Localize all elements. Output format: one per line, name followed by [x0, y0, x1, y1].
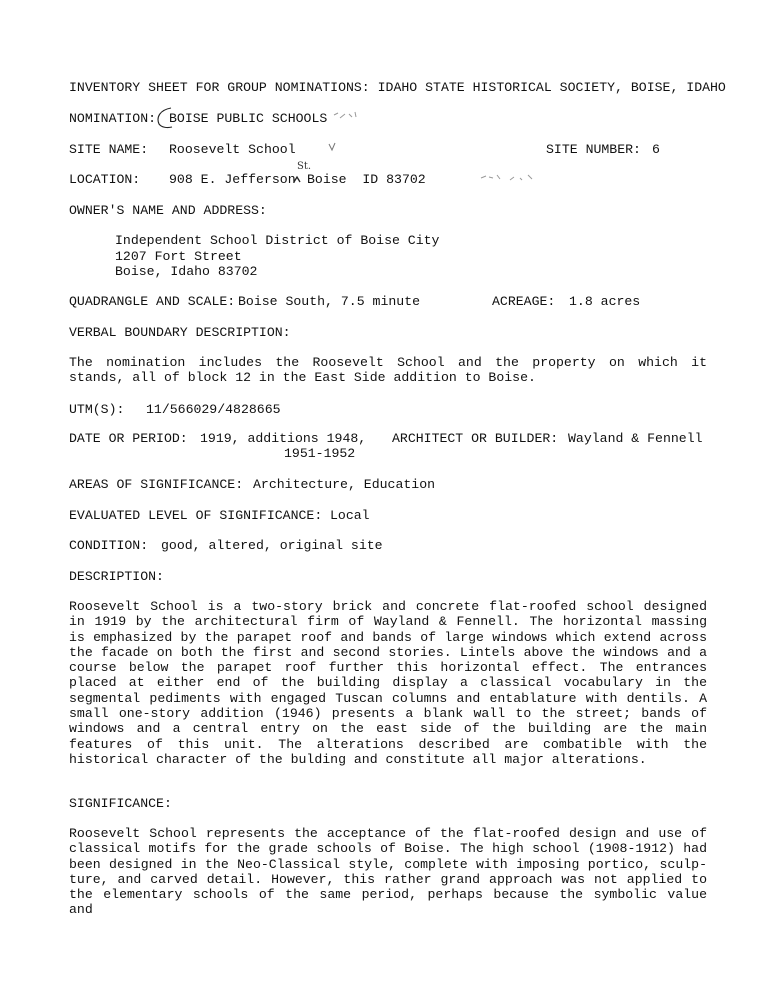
site-name-value: Roosevelt School	[169, 142, 296, 157]
evaluated-label: EVALUATED LEVEL OF SIGNIFICANCE:	[69, 508, 323, 523]
handwritten-caret	[294, 177, 300, 182]
acreage-value: 1.8 acres	[569, 294, 641, 309]
acreage-label: ACREAGE:	[492, 294, 556, 309]
significance-text: Roosevelt School represents the acceptance of the flat-roofed design and use of classical motifs for the grade schools of Boise. The high school (1908-1912) had been designed in the Neo-Classical style, complete with imposing portico, sculpture, and carved detail. However, this rather grand approach was not applied to the elementary schools of the same period, perhaps because the symbolic value and	[69, 826, 707, 918]
quadrangle-value: Boise South, 7.5 minute	[238, 294, 421, 309]
handwritten-bracket-mark	[158, 108, 172, 128]
nomination-label: NOMINATION:	[69, 111, 157, 126]
boundary-label: VERBAL BOUNDARY DESCRIPTION:	[69, 325, 291, 340]
owner-label: OWNER'S NAME AND ADDRESS:	[69, 203, 267, 218]
sheet-header: INVENTORY SHEET FOR GROUP NOMINATIONS: IDAHO STATE HISTORICAL SOCIETY, BOISE, IDAHO	[69, 80, 726, 95]
areas-value: Architecture, Education	[253, 477, 436, 492]
handwritten-check-mark	[329, 143, 335, 150]
nomination-value: BOISE PUBLIC SCHOOLS	[169, 111, 328, 126]
owner-line-2: 1207 Fort Street	[115, 249, 242, 264]
location-street: 908 E. Jefferson	[169, 172, 296, 187]
utm-label: UTM(S):	[69, 402, 125, 417]
architect-value: Wayland & Fennell	[568, 431, 703, 446]
utm-value: 11/566029/4828665	[146, 402, 281, 417]
description-text: Roosevelt School is a two-story brick and concrete flat-roofed school designed in 1919 by the architectural firm of Wayland & Fennell. The horizontal massing is emphasized by the parapet roof and bands of large windows which extend across the facade on both the first and second stories. Lintels above the windows and a course below the parapet roof further this horizontal effect. The entrances placed at either end of the building display a classical vocabulary in the segmental pediments with engaged Tuscan columns and entablature with dentils. A small one-story addition (1946) presents a blank wall to the street; bands of windows and a central entry on the east side of the building are the main features of this unit. The alterations described are combatible with the historical character of the bulding and constitute all major alterations.	[69, 599, 707, 767]
date-label: DATE OR PERIOD:	[69, 431, 188, 446]
condition-value: good, altered, original site	[161, 538, 383, 553]
location-label: LOCATION:	[69, 172, 141, 187]
boundary-text: The nomination includes the Roosevelt School and the property on which it stands, all of block 12 in the East Side addition to Boise.	[69, 355, 707, 386]
handwritten-st-note: St.	[297, 161, 312, 172]
areas-label: AREAS OF SIGNIFICANCE:	[69, 477, 244, 492]
site-number-value: 6	[652, 142, 660, 157]
quadrangle-label: QUADRANGLE AND SCALE:	[69, 294, 236, 309]
architect-label: ARCHITECT OR BUILDER:	[392, 431, 559, 446]
owner-line-1: Independent School District of Boise City	[115, 233, 440, 248]
site-name-label: SITE NAME:	[69, 142, 149, 157]
site-number-label: SITE NUMBER:	[546, 142, 641, 157]
description-label: DESCRIPTION:	[69, 569, 164, 584]
date-value-line-1: 1919, additions 1948,	[200, 431, 367, 446]
date-value-line-2: 1951-1952	[284, 446, 356, 461]
location-city: Boise ID 83702	[307, 172, 426, 187]
condition-label: CONDITION:	[69, 538, 149, 553]
owner-line-3: Boise, Idaho 83702	[115, 264, 258, 279]
evaluated-value: Local	[330, 508, 370, 523]
handwritten-scribble-2	[481, 175, 532, 180]
handwritten-scribble-1	[334, 112, 356, 118]
significance-label: SIGNIFICANCE:	[69, 796, 172, 811]
